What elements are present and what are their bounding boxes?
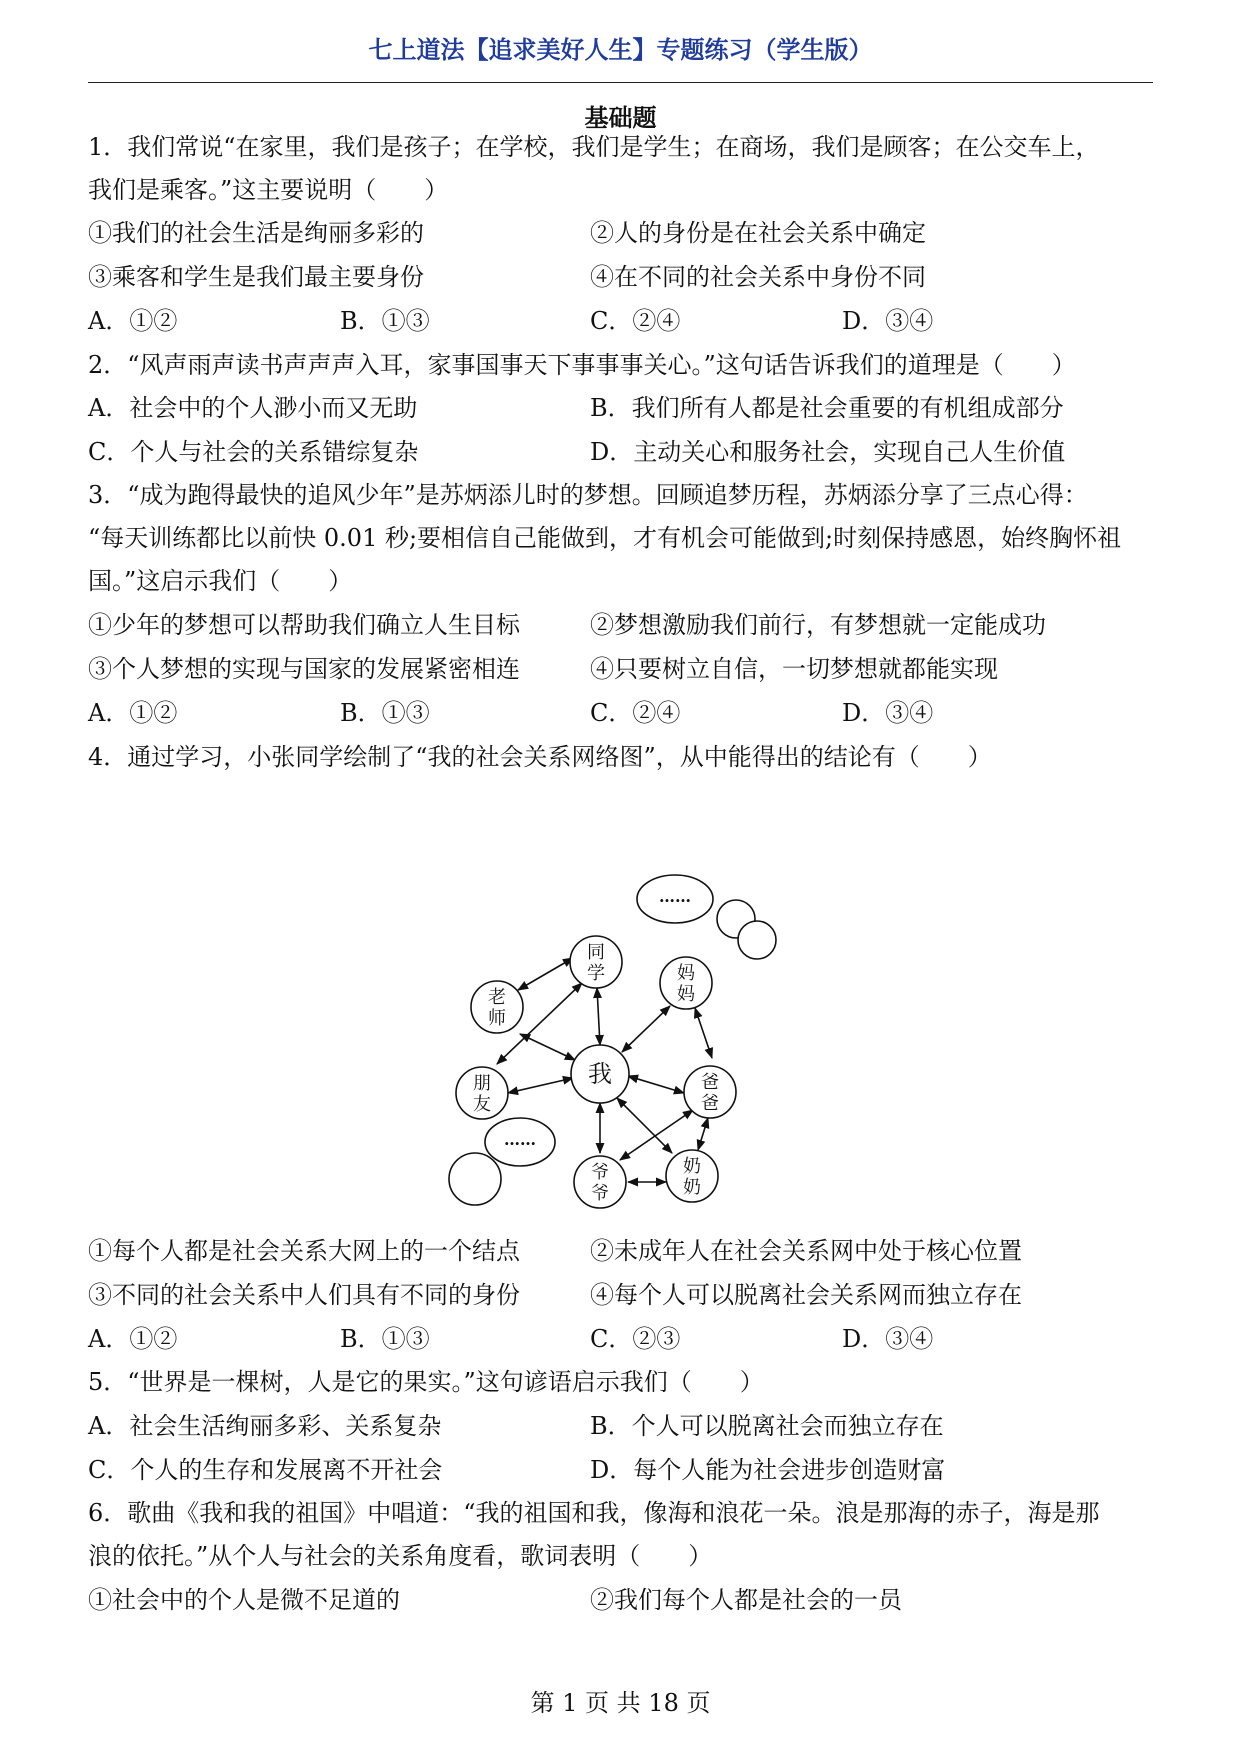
q4-choice-c: C．②③ xyxy=(590,1325,681,1353)
edge-teacher-classmate xyxy=(518,958,573,990)
q1-choice-a: A．①② xyxy=(88,307,178,335)
q3-choice-a: A．①② xyxy=(88,699,178,727)
q1-item-3: ③乘客和学生是我们最主要身份 xyxy=(88,263,424,291)
q1-stem-line-1: 1．我们常说“在家里，我们是孩子；在学校，我们是学生；在商场，我们是顾客；在公交车上， xyxy=(88,133,1100,161)
q3-stem-line-2: “每天训练都比以前快 0.01 秒;要相信自己能做到，才有机会可能做到;时刻保持感恩，始终胸怀祖 xyxy=(88,524,1122,552)
ellipsis-top-label: …… xyxy=(659,887,691,906)
node-dad-char-1: 爸 xyxy=(701,1072,719,1093)
q4-choice-d: D．③④ xyxy=(842,1325,934,1353)
q2-choice-b: B．我们所有人都是社会重要的有机组成部分 xyxy=(590,394,1064,422)
q4-choice-a: A．①② xyxy=(88,1325,178,1353)
node-mom-char-2: 妈 xyxy=(677,984,695,1005)
node-teacher-char-2: 师 xyxy=(488,1008,506,1029)
q1-item-4: ④在不同的社会关系中身份不同 xyxy=(590,263,926,291)
node-me-label: 我 xyxy=(588,1060,612,1088)
edge-me-teacher xyxy=(520,1034,575,1060)
q3-item-3: ③个人梦想的实现与国家的发展紧密相连 xyxy=(88,655,520,683)
document-header-title: 七上道法【追求美好人生】专题练习（学生版） xyxy=(368,36,873,64)
q5-choice-a: A．社会生活绚丽多彩、关系复杂 xyxy=(88,1412,442,1440)
q2-choice-c: C．个人与社会的关系错综复杂 xyxy=(88,438,419,466)
node-grandma-char-2: 奶 xyxy=(683,1177,701,1198)
node-dad-char-2: 爸 xyxy=(701,1093,719,1114)
node-classmate-char-2: 学 xyxy=(587,963,605,984)
header-rule xyxy=(88,82,1153,83)
q6-stem-line-2: 浪的依托。”从个人与社会的关系角度看，歌词表明（ ） xyxy=(88,1542,713,1570)
q5-choice-c: C．个人的生存和发展离不开社会 xyxy=(88,1456,443,1484)
q6-stem-line-1: 6．歌曲《我和我的祖国》中唱道：“我的祖国和我，像海和浪花一朵。浪是那海的赤子，海是那 xyxy=(88,1499,1100,1527)
node-friend-char-1: 朋 xyxy=(473,1073,491,1094)
q2-stem-line-1: 2．“风声雨声读书声声声入耳，家事国事天下事事事关心。”这句话告诉我们的道理是（ ） xyxy=(88,351,1076,379)
node-friend-char-2: 友 xyxy=(473,1094,491,1115)
q3-item-1: ①少年的梦想可以帮助我们确立人生目标 xyxy=(88,611,520,639)
node-grandma-char-1: 奶 xyxy=(683,1156,701,1177)
q1-stem-line-2: 我们是乘客。”这主要说明（ ） xyxy=(88,176,449,204)
edge-me-grandma xyxy=(617,1098,672,1153)
q2-choice-a: A．社会中的个人渺小而又无助 xyxy=(88,394,418,422)
q4-item-1: ①每个人都是社会关系大网上的一个结点 xyxy=(88,1237,520,1265)
q3-stem-line-3: 国。”这启示我们（ ） xyxy=(88,567,353,595)
q3-choice-b: B．①③ xyxy=(340,699,430,727)
q1-item-2: ②人的身份是在社会关系中确定 xyxy=(590,219,926,247)
q6-item-2: ②我们每个人都是社会的一员 xyxy=(590,1586,902,1614)
q4-item-3: ③不同的社会关系中人们具有不同的身份 xyxy=(88,1281,520,1309)
q3-choice-d: D．③④ xyxy=(842,699,934,727)
q5-stem-line-1: 5．“世界是一棵树，人是它的果实。”这句谚语启示我们（ ） xyxy=(88,1368,764,1396)
edge-me-dad xyxy=(628,1076,684,1093)
empty-node-bottom xyxy=(449,1153,501,1205)
edge-me-friend xyxy=(508,1078,573,1093)
q1-choice-c: C．②④ xyxy=(590,307,681,335)
q3-stem-line-1: 3．“成为跑得最快的追风少年”是苏炳添儿时的梦想。回顾追梦历程，苏炳添分享了三点心得： xyxy=(88,481,1088,509)
edge-mom-dad xyxy=(695,1008,712,1058)
q4-choice-b: B．①③ xyxy=(340,1325,430,1353)
q2-choice-d: D．主动关心和服务社会，实现自己人生价值 xyxy=(590,438,1066,466)
q6-item-1: ①社会中的个人是微不足道的 xyxy=(88,1586,400,1614)
node-teacher-char-1: 老 xyxy=(488,987,506,1008)
q3-choice-c: C．②④ xyxy=(590,699,681,727)
q1-choice-b: B．①③ xyxy=(340,307,430,335)
q1-choice-d: D．③④ xyxy=(842,307,934,335)
q5-choice-d: D．每个人能为社会进步创造财富 xyxy=(590,1456,946,1484)
section-title: 基础题 xyxy=(584,103,657,132)
q3-item-4: ④只要树立自信，一切梦想就都能实现 xyxy=(590,655,998,683)
ellipsis-bottom-label: …… xyxy=(504,1130,536,1149)
q4-item-2: ②未成年人在社会关系网中处于核心位置 xyxy=(590,1237,1022,1265)
node-classmate-char-1: 同 xyxy=(587,942,605,963)
q4-item-4: ④每个人可以脱离社会关系网而独立存在 xyxy=(590,1281,1022,1309)
social-relations-diagram xyxy=(440,872,800,1212)
q5-choice-b: B．个人可以脱离社会而独立存在 xyxy=(590,1412,944,1440)
node-grandpa-char-2: 爷 xyxy=(591,1183,609,1204)
q4-stem-line-1: 4．通过学习，小张同学绘制了“我的社会关系网络图”，从中能得出的结论有（ ） xyxy=(88,743,992,771)
empty-node-top-2 xyxy=(738,921,776,959)
node-grandpa-char-1: 爷 xyxy=(591,1162,609,1183)
q3-item-2: ②梦想激励我们前行，有梦想就一定能成功 xyxy=(590,611,1046,639)
q1-item-1: ①我们的社会生活是绚丽多彩的 xyxy=(88,219,424,247)
edge-me-mom xyxy=(622,1006,670,1052)
page-footer: 第 1 页 共 18 页 xyxy=(530,1689,711,1717)
edge-me-classmate xyxy=(597,988,600,1045)
edge-dad-grandma xyxy=(698,1118,708,1150)
node-mom-char-1: 妈 xyxy=(677,963,695,984)
